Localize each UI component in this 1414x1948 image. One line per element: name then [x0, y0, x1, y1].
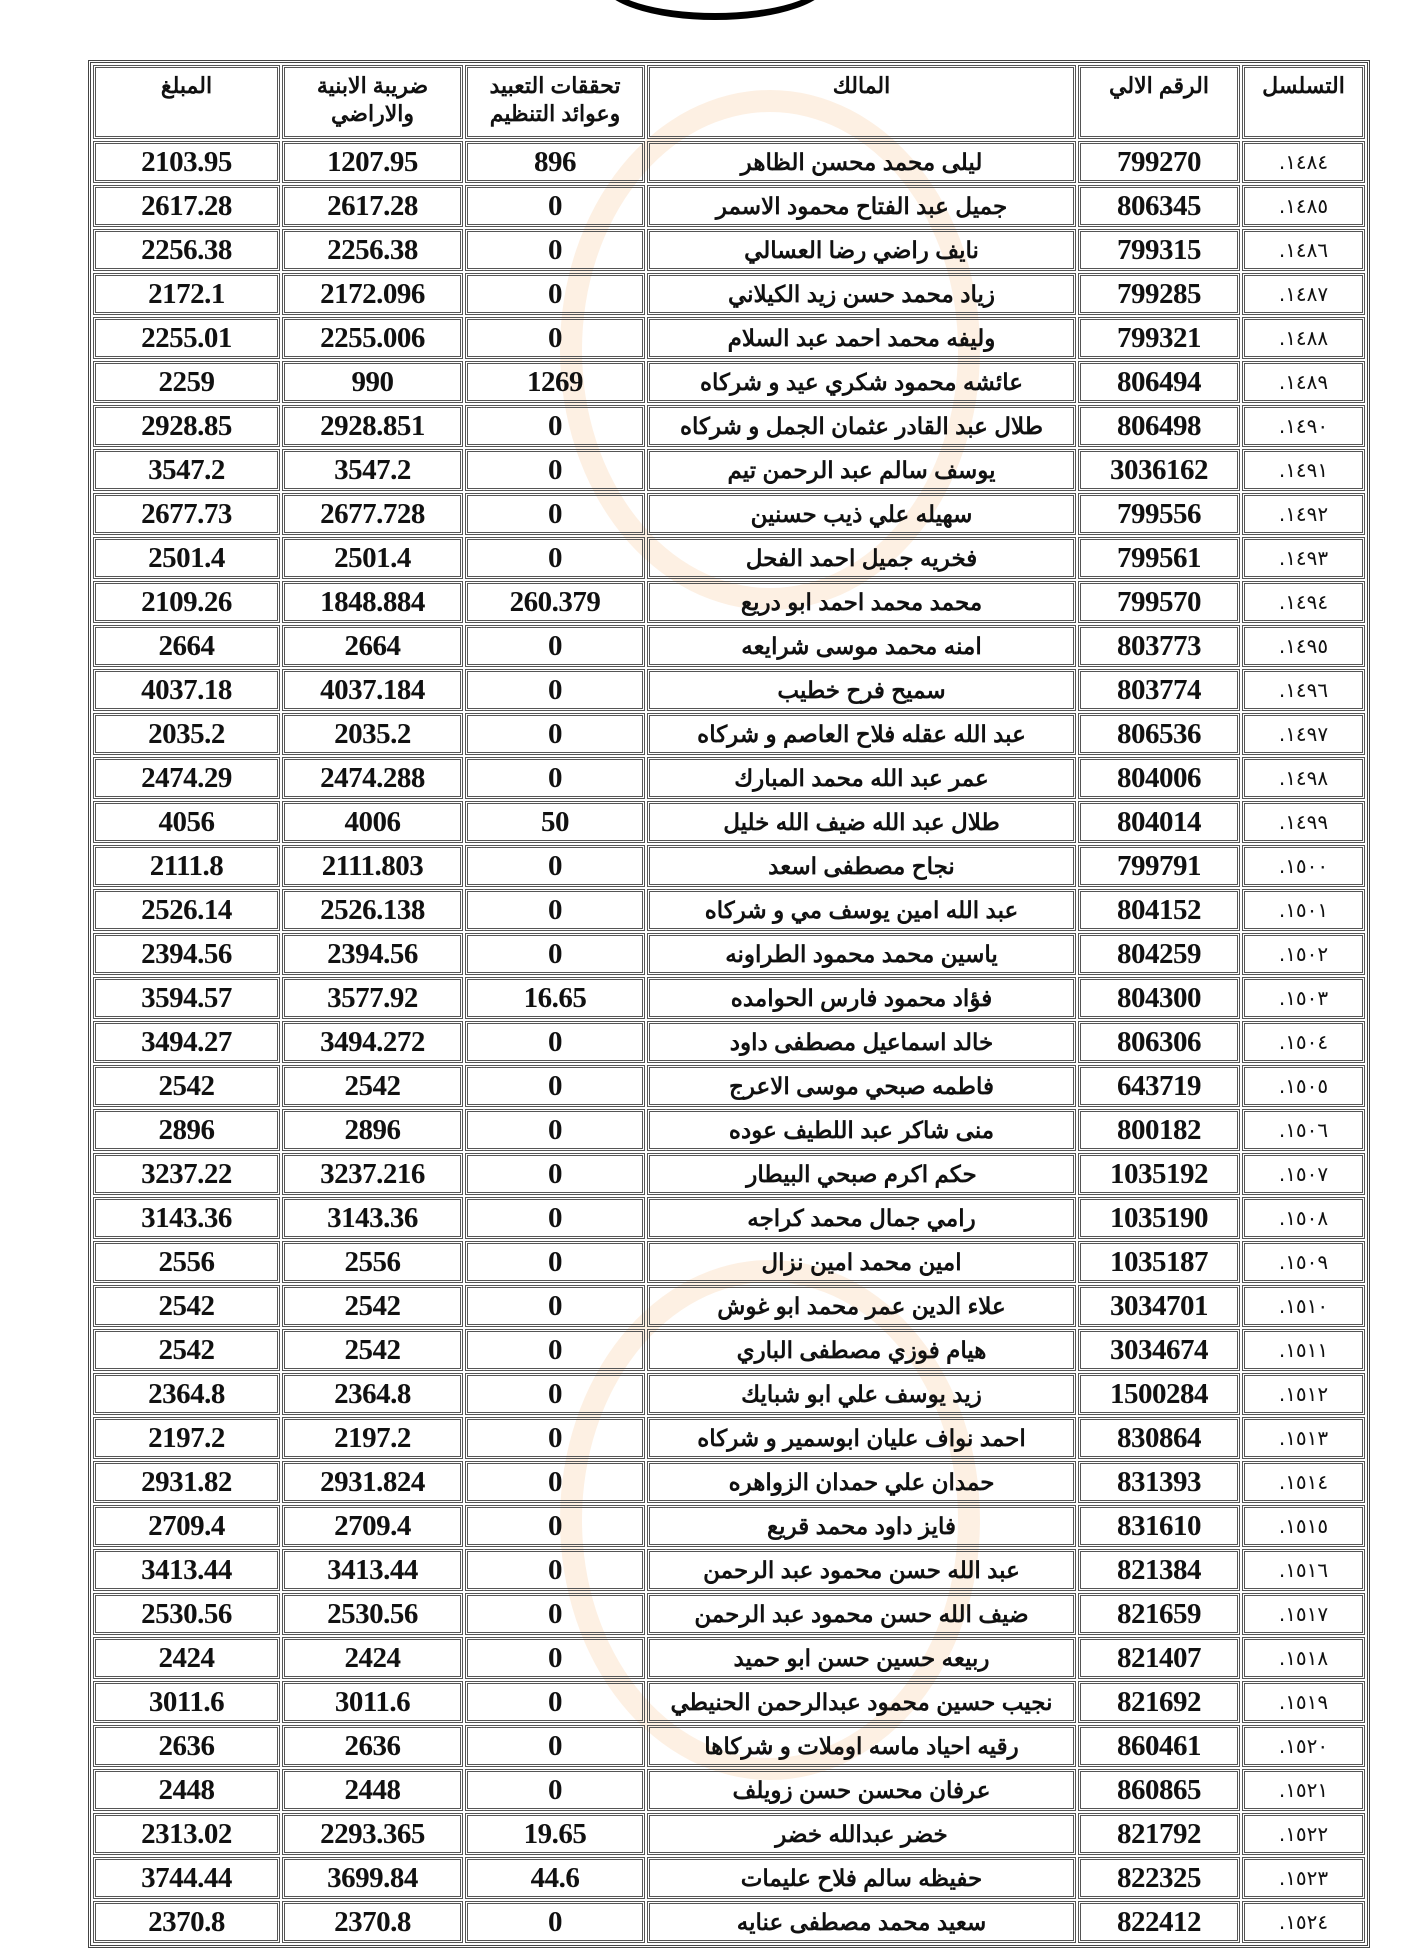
building-tax-cell: 2928.851 — [282, 405, 463, 447]
building-tax-cell: 2501.4 — [282, 537, 463, 579]
owner-cell: سهيله علي ذيب حسنين — [647, 493, 1076, 535]
building-tax-cell: 2364.8 — [282, 1373, 463, 1415]
amount-cell: 2424 — [93, 1637, 280, 1679]
amount-cell: 2677.73 — [93, 493, 280, 535]
owner-cell: حمدان علي حمدان الزواهره — [647, 1461, 1076, 1503]
paving-fees-cell: 44.6 — [465, 1857, 645, 1899]
paving-fees-cell: 0 — [465, 1417, 645, 1459]
table-row — [93, 1153, 1365, 1195]
serial-cell: ١٤٨٨. — [1242, 317, 1365, 359]
owner-cell: ليلى محمد محسن الظاهر — [647, 141, 1076, 183]
auto-number-cell: 803773 — [1078, 625, 1240, 667]
auto-number-cell: 831610 — [1078, 1505, 1240, 1547]
building-tax-cell: 4006 — [282, 801, 463, 843]
serial-cell: ١٤٩٠. — [1242, 405, 1365, 447]
building-tax-cell: 2542 — [282, 1329, 463, 1371]
paving-fees-cell: 0 — [465, 537, 645, 579]
building-tax-cell: 2617.28 — [282, 185, 463, 227]
serial-cell: ١٥١٥. — [1242, 1505, 1365, 1547]
building-tax-cell: 3413.44 — [282, 1549, 463, 1591]
serial-cell: ١٤٨٥. — [1242, 185, 1365, 227]
table-row — [93, 1813, 1365, 1855]
building-tax-cell: 3011.6 — [282, 1681, 463, 1723]
owner-cell: حفيظه سالم فلاح عليمات — [647, 1857, 1076, 1899]
paving-fees-cell: 16.65 — [465, 977, 645, 1019]
building-tax-cell: 2448 — [282, 1769, 463, 1811]
auto-number-cell: 799270 — [1078, 141, 1240, 183]
owner-cell: فخريه جميل احمد الفحل — [647, 537, 1076, 579]
amount-cell: 4056 — [93, 801, 280, 843]
table-row — [93, 1681, 1365, 1723]
paving-fees-cell: 0 — [465, 449, 645, 491]
serial-cell: ١٥٠٥. — [1242, 1065, 1365, 1107]
header-paving-fees: تحققات التعبيد وعوائد التنظيم — [465, 65, 645, 139]
owner-cell: امين محمد امين نزال — [647, 1241, 1076, 1283]
serial-cell: ١٤٩٨. — [1242, 757, 1365, 799]
serial-cell: ١٤٩٧. — [1242, 713, 1365, 755]
building-tax-cell: 2172.096 — [282, 273, 463, 315]
paving-fees-cell: 0 — [465, 1769, 645, 1811]
serial-cell: ١٥١٠. — [1242, 1285, 1365, 1327]
auto-number-cell: 1035190 — [1078, 1197, 1240, 1239]
paving-fees-cell: 0 — [465, 1109, 645, 1151]
table-row — [93, 1285, 1365, 1327]
owner-cell: طلال عبد القادر عثمان الجمل و شركاه — [647, 405, 1076, 447]
paving-fees-cell: 0 — [465, 185, 645, 227]
auto-number-cell: 822412 — [1078, 1901, 1240, 1943]
table-row — [93, 273, 1365, 315]
amount-cell: 2530.56 — [93, 1593, 280, 1635]
building-tax-cell: 2677.728 — [282, 493, 463, 535]
amount-cell: 2526.14 — [93, 889, 280, 931]
paving-fees-cell: 0 — [465, 1065, 645, 1107]
owner-cell: خضر عبدالله خضر — [647, 1813, 1076, 1855]
owner-cell: زيد يوسف علي ابو شبايك — [647, 1373, 1076, 1415]
serial-cell: ١٥٢١. — [1242, 1769, 1365, 1811]
serial-cell: ١٥٠١. — [1242, 889, 1365, 931]
owner-cell: يوسف سالم عبد الرحمن تيم — [647, 449, 1076, 491]
serial-cell: ١٥٢٣. — [1242, 1857, 1365, 1899]
owner-cell: علاء الدين عمر محمد ابو غوش — [647, 1285, 1076, 1327]
paving-fees-cell: 0 — [465, 1329, 645, 1371]
owner-cell: سعيد محمد مصطفى عنايه — [647, 1901, 1076, 1943]
serial-cell: ١٤٨٩. — [1242, 361, 1365, 403]
table-row — [93, 625, 1365, 667]
serial-cell: ١٥٠٩. — [1242, 1241, 1365, 1283]
paving-fees-cell: 0 — [465, 1505, 645, 1547]
serial-cell: ١٥١٧. — [1242, 1593, 1365, 1635]
building-tax-cell: 2931.824 — [282, 1461, 463, 1503]
paving-fees-cell: 0 — [465, 713, 645, 755]
paving-fees-cell: 0 — [465, 1681, 645, 1723]
amount-cell: 2636 — [93, 1725, 280, 1767]
building-tax-cell: 2526.138 — [282, 889, 463, 931]
amount-cell: 3143.36 — [93, 1197, 280, 1239]
building-tax-cell: 2256.38 — [282, 229, 463, 271]
paving-fees-cell: 0 — [465, 229, 645, 271]
paving-fees-cell: 0 — [465, 1241, 645, 1283]
amount-cell: 2664 — [93, 625, 280, 667]
table-row — [93, 1109, 1365, 1151]
table-row — [93, 1241, 1365, 1283]
auto-number-cell: 821407 — [1078, 1637, 1240, 1679]
building-tax-cell: 2394.56 — [282, 933, 463, 975]
table-row — [93, 1901, 1365, 1943]
building-tax-cell: 3237.216 — [282, 1153, 463, 1195]
table-row — [93, 361, 1365, 403]
auto-number-cell: 799321 — [1078, 317, 1240, 359]
building-tax-cell: 1207.95 — [282, 141, 463, 183]
amount-cell: 4037.18 — [93, 669, 280, 711]
table-row — [93, 537, 1365, 579]
auto-number-cell: 1035192 — [1078, 1153, 1240, 1195]
serial-cell: ١٥١٨. — [1242, 1637, 1365, 1679]
auto-number-cell: 806498 — [1078, 405, 1240, 447]
owner-cell: امنه محمد موسى شرايعه — [647, 625, 1076, 667]
serial-cell: ١٥١٣. — [1242, 1417, 1365, 1459]
auto-number-cell: 799791 — [1078, 845, 1240, 887]
building-tax-cell: 2664 — [282, 625, 463, 667]
serial-cell: ١٥٠٢. — [1242, 933, 1365, 975]
table-row — [93, 1505, 1365, 1547]
paving-fees-cell: 0 — [465, 757, 645, 799]
paving-fees-cell: 0 — [465, 405, 645, 447]
building-tax-cell: 2370.8 — [282, 1901, 463, 1943]
table-row — [93, 757, 1365, 799]
paving-fees-cell: 0 — [465, 933, 645, 975]
auto-number-cell: 806536 — [1078, 713, 1240, 755]
serial-cell: ١٥١٤. — [1242, 1461, 1365, 1503]
paving-fees-cell: 0 — [465, 317, 645, 359]
auto-number-cell: 1035187 — [1078, 1241, 1240, 1283]
owner-cell: محمد محمد احمد ابو دريع — [647, 581, 1076, 623]
auto-number-cell: 799561 — [1078, 537, 1240, 579]
serial-cell: ١٥١٦. — [1242, 1549, 1365, 1591]
auto-number-cell: 799285 — [1078, 273, 1240, 315]
serial-cell: ١٤٨٤. — [1242, 141, 1365, 183]
serial-cell: ١٥٠٨. — [1242, 1197, 1365, 1239]
table-row — [93, 185, 1365, 227]
building-tax-cell: 1848.884 — [282, 581, 463, 623]
amount-cell: 2109.26 — [93, 581, 280, 623]
serial-cell: ١٤٩٤. — [1242, 581, 1365, 623]
owner-cell: رقيه احياد ماسه اوملات و شركاها — [647, 1725, 1076, 1767]
serial-cell: ١٥٢٢. — [1242, 1813, 1365, 1855]
serial-cell: ١٤٩٦. — [1242, 669, 1365, 711]
auto-number-cell: 3034674 — [1078, 1329, 1240, 1371]
table-row — [93, 1065, 1365, 1107]
table-row — [93, 317, 1365, 359]
owner-cell: فاطمه صبحي موسى الاعرج — [647, 1065, 1076, 1107]
building-tax-cell: 3547.2 — [282, 449, 463, 491]
building-tax-cell: 2542 — [282, 1285, 463, 1327]
owner-cell: احمد نواف عليان ابوسمير و شركاه — [647, 1417, 1076, 1459]
auto-number-cell: 806494 — [1078, 361, 1240, 403]
building-tax-cell: 2255.006 — [282, 317, 463, 359]
building-tax-cell: 2542 — [282, 1065, 463, 1107]
table-row — [93, 1373, 1365, 1415]
building-tax-cell: 3494.272 — [282, 1021, 463, 1063]
auto-number-cell: 3034701 — [1078, 1285, 1240, 1327]
paving-fees-cell: 896 — [465, 141, 645, 183]
table-row — [93, 405, 1365, 447]
building-tax-cell: 3699.84 — [282, 1857, 463, 1899]
table-row — [93, 845, 1365, 887]
table-row — [93, 977, 1365, 1019]
amount-cell: 2256.38 — [93, 229, 280, 271]
amount-cell: 2501.4 — [93, 537, 280, 579]
amount-cell: 2931.82 — [93, 1461, 280, 1503]
header-amount: المبلغ — [93, 65, 280, 139]
auto-number-cell: 821659 — [1078, 1593, 1240, 1635]
table-row — [93, 1417, 1365, 1459]
amount-cell: 3413.44 — [93, 1549, 280, 1591]
amount-cell: 2370.8 — [93, 1901, 280, 1943]
building-tax-cell: 2530.56 — [282, 1593, 463, 1635]
owner-cell: حكم اكرم صبحي البيطار — [647, 1153, 1076, 1195]
owner-cell: نجاح مصطفى اسعد — [647, 845, 1076, 887]
auto-number-cell: 822325 — [1078, 1857, 1240, 1899]
header-auto-number: الرقم الالي — [1078, 65, 1240, 139]
paving-fees-cell: 0 — [465, 845, 645, 887]
auto-number-cell: 804300 — [1078, 977, 1240, 1019]
amount-cell: 2259 — [93, 361, 280, 403]
auto-number-cell: 1500284 — [1078, 1373, 1240, 1415]
table-row — [93, 493, 1365, 535]
table-row — [93, 669, 1365, 711]
auto-number-cell: 804006 — [1078, 757, 1240, 799]
amount-cell: 2542 — [93, 1285, 280, 1327]
header-building-tax: ضريبة الابنية والاراضي — [282, 65, 463, 139]
paving-fees-cell: 50 — [465, 801, 645, 843]
amount-cell: 2928.85 — [93, 405, 280, 447]
building-tax-cell: 4037.184 — [282, 669, 463, 711]
auto-number-cell: 806306 — [1078, 1021, 1240, 1063]
building-tax-cell: 2556 — [282, 1241, 463, 1283]
auto-number-cell: 804152 — [1078, 889, 1240, 931]
table-row — [93, 1197, 1365, 1239]
serial-cell: ١٥٠٧. — [1242, 1153, 1365, 1195]
table-body — [93, 141, 1365, 1943]
amount-cell: 2896 — [93, 1109, 280, 1151]
owner-cell: رامي جمال محمد كراجه — [647, 1197, 1076, 1239]
amount-cell: 3494.27 — [93, 1021, 280, 1063]
auto-number-cell: 643719 — [1078, 1065, 1240, 1107]
amount-cell: 2617.28 — [93, 185, 280, 227]
owner-cell: عبد الله حسن محمود عبد الرحمن — [647, 1549, 1076, 1591]
paving-fees-cell: 0 — [465, 1461, 645, 1503]
paving-fees-cell: 0 — [465, 1593, 645, 1635]
auto-number-cell: 830864 — [1078, 1417, 1240, 1459]
serial-cell: ١٥١١. — [1242, 1329, 1365, 1371]
owner-cell: ضيف الله حسن محمود عبد الرحمن — [647, 1593, 1076, 1635]
paving-fees-cell: 0 — [465, 889, 645, 931]
auto-number-cell: 860461 — [1078, 1725, 1240, 1767]
building-tax-cell: 2293.365 — [282, 1813, 463, 1855]
tax-table — [88, 60, 1370, 1948]
owner-cell: هيام فوزي مصطفى الباري — [647, 1329, 1076, 1371]
building-tax-cell: 2896 — [282, 1109, 463, 1151]
header-serial: التسلسل — [1242, 65, 1365, 139]
amount-cell: 2364.8 — [93, 1373, 280, 1415]
amount-cell: 3547.2 — [93, 449, 280, 491]
header-owner: المالك — [647, 65, 1076, 139]
building-tax-cell: 2197.2 — [282, 1417, 463, 1459]
owner-cell: سميح فرح خطيب — [647, 669, 1076, 711]
owner-cell: فؤاد محمود فارس الحوامده — [647, 977, 1076, 1019]
auto-number-cell: 799570 — [1078, 581, 1240, 623]
amount-cell: 3744.44 — [93, 1857, 280, 1899]
table-row — [93, 713, 1365, 755]
amount-cell: 3594.57 — [93, 977, 280, 1019]
amount-cell: 2448 — [93, 1769, 280, 1811]
auto-number-cell: 3036162 — [1078, 449, 1240, 491]
owner-cell: عبد الله امين يوسف مي و شركاه — [647, 889, 1076, 931]
building-tax-cell: 2111.803 — [282, 845, 463, 887]
amount-cell: 2542 — [93, 1329, 280, 1371]
paving-fees-cell: 0 — [465, 1901, 645, 1943]
amount-cell: 2103.95 — [93, 141, 280, 183]
auto-number-cell: 821792 — [1078, 1813, 1240, 1855]
serial-cell: ١٥٠٤. — [1242, 1021, 1365, 1063]
amount-cell: 2172.1 — [93, 273, 280, 315]
serial-cell: ١٤٩٥. — [1242, 625, 1365, 667]
table-row — [93, 1461, 1365, 1503]
amount-cell: 2111.8 — [93, 845, 280, 887]
serial-cell: ١٤٩٢. — [1242, 493, 1365, 535]
auto-number-cell: 799556 — [1078, 493, 1240, 535]
auto-number-cell: 821692 — [1078, 1681, 1240, 1723]
paving-fees-cell: 0 — [465, 1373, 645, 1415]
paving-fees-cell: 0 — [465, 1021, 645, 1063]
building-tax-cell: 3143.36 — [282, 1197, 463, 1239]
auto-number-cell: 806345 — [1078, 185, 1240, 227]
table-row — [93, 1769, 1365, 1811]
auto-number-cell: 860865 — [1078, 1769, 1240, 1811]
paving-fees-cell: 0 — [465, 1197, 645, 1239]
owner-cell: جميل عبد الفتاح محمود الاسمر — [647, 185, 1076, 227]
paving-fees-cell: 0 — [465, 1285, 645, 1327]
table-row — [93, 1637, 1365, 1679]
table-row — [93, 449, 1365, 491]
owner-cell: نايف راضي رضا العسالي — [647, 229, 1076, 271]
table-row — [93, 1329, 1365, 1371]
amount-cell: 2394.56 — [93, 933, 280, 975]
building-tax-cell: 2424 — [282, 1637, 463, 1679]
serial-cell: ١٤٨٦. — [1242, 229, 1365, 271]
building-tax-cell: 2636 — [282, 1725, 463, 1767]
serial-cell: ١٤٩١. — [1242, 449, 1365, 491]
table-row — [93, 933, 1365, 975]
serial-cell: ١٥٠٦. — [1242, 1109, 1365, 1151]
owner-cell: عمر عبد الله محمد المبارك — [647, 757, 1076, 799]
paving-fees-cell: 0 — [465, 1725, 645, 1767]
amount-cell: 2474.29 — [93, 757, 280, 799]
serial-cell: ١٥١٩. — [1242, 1681, 1365, 1723]
paving-fees-cell: 0 — [465, 1637, 645, 1679]
paving-fees-cell: 0 — [465, 669, 645, 711]
table-row — [93, 801, 1365, 843]
amount-cell: 2709.4 — [93, 1505, 280, 1547]
auto-number-cell: 804014 — [1078, 801, 1240, 843]
table-row — [93, 889, 1365, 931]
amount-cell: 2035.2 — [93, 713, 280, 755]
amount-cell: 2556 — [93, 1241, 280, 1283]
owner-cell: عرفان محسن حسن زويلف — [647, 1769, 1076, 1811]
building-tax-cell: 2035.2 — [282, 713, 463, 755]
owner-cell: عبد الله عقله فلاح العاصم و شركاه — [647, 713, 1076, 755]
table-row — [93, 1725, 1365, 1767]
serial-cell: ١٥٠٣. — [1242, 977, 1365, 1019]
owner-cell: منى شاكر عبد اللطيف عوده — [647, 1109, 1076, 1151]
auto-number-cell: 800182 — [1078, 1109, 1240, 1151]
amount-cell: 2313.02 — [93, 1813, 280, 1855]
serial-cell: ١٤٩٣. — [1242, 537, 1365, 579]
serial-cell: ١٤٩٩. — [1242, 801, 1365, 843]
amount-cell: 2255.01 — [93, 317, 280, 359]
auto-number-cell: 799315 — [1078, 229, 1240, 271]
logo-arc — [600, 0, 830, 20]
auto-number-cell: 804259 — [1078, 933, 1240, 975]
serial-cell: ١٥١٢. — [1242, 1373, 1365, 1415]
table-row — [93, 1549, 1365, 1591]
table-row — [93, 141, 1365, 183]
amount-cell: 2542 — [93, 1065, 280, 1107]
owner-cell: ياسين محمد محمود الطراونه — [647, 933, 1076, 975]
building-tax-cell: 2709.4 — [282, 1505, 463, 1547]
paving-fees-cell: 0 — [465, 273, 645, 315]
owner-cell: وليفه محمد احمد عبد السلام — [647, 317, 1076, 359]
paving-fees-cell: 1269 — [465, 361, 645, 403]
paving-fees-cell: 260.379 — [465, 581, 645, 623]
owner-cell: فايز داود محمد قريع — [647, 1505, 1076, 1547]
table-row — [93, 581, 1365, 623]
amount-cell: 3237.22 — [93, 1153, 280, 1195]
serial-cell: ١٤٨٧. — [1242, 273, 1365, 315]
auto-number-cell: 821384 — [1078, 1549, 1240, 1591]
building-tax-cell: 990 — [282, 361, 463, 403]
amount-cell: 2197.2 — [93, 1417, 280, 1459]
serial-cell: ١٥٢٤. — [1242, 1901, 1365, 1943]
owner-cell: طلال عبد الله ضيف الله خليل — [647, 801, 1076, 843]
owner-cell: عائشه محمود شكري عيد و شركاه — [647, 361, 1076, 403]
building-tax-cell: 2474.288 — [282, 757, 463, 799]
serial-cell: ١٥٢٠. — [1242, 1725, 1365, 1767]
serial-cell: ١٥٠٠. — [1242, 845, 1365, 887]
owner-cell: نجيب حسين محمود عبدالرحمن الحنيطي — [647, 1681, 1076, 1723]
paving-fees-cell: 0 — [465, 1549, 645, 1591]
paving-fees-cell: 0 — [465, 625, 645, 667]
auto-number-cell: 831393 — [1078, 1461, 1240, 1503]
owner-cell: خالد اسماعيل مصطفى داود — [647, 1021, 1076, 1063]
building-tax-cell: 3577.92 — [282, 977, 463, 1019]
table-row — [93, 1021, 1365, 1063]
table-row — [93, 1857, 1365, 1899]
auto-number-cell: 803774 — [1078, 669, 1240, 711]
amount-cell: 3011.6 — [93, 1681, 280, 1723]
table-header-row — [93, 65, 1365, 139]
owner-cell: زياد محمد حسن زيد الكيلاني — [647, 273, 1076, 315]
table-row — [93, 1593, 1365, 1635]
owner-cell: ربيعه حسين حسن ابو حميد — [647, 1637, 1076, 1679]
paving-fees-cell: 0 — [465, 1153, 645, 1195]
table-row — [93, 229, 1365, 271]
paving-fees-cell: 0 — [465, 493, 645, 535]
paving-fees-cell: 19.65 — [465, 1813, 645, 1855]
